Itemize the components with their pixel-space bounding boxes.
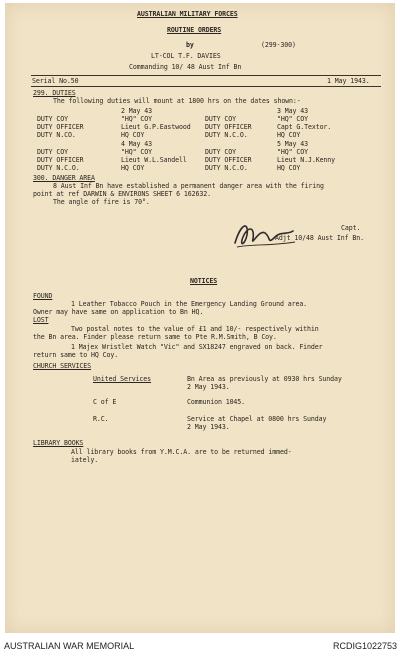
service-name: C of E <box>93 398 117 406</box>
duty-label: DUTY COY <box>37 115 68 123</box>
service-detail: Communion 1045. <box>187 398 246 406</box>
library-line: All library books from Y.M.C.A. are to be returned immed- <box>71 448 292 456</box>
duty-label: DUTY COY <box>205 148 236 156</box>
duty-value: Lieut G.P.Eastwood <box>121 123 191 131</box>
duty-value: HQ COY <box>121 164 145 172</box>
service-detail: Service at Chapel at 0800 hrs Sunday <box>187 415 327 423</box>
duty-label: DUTY OFFICER <box>37 156 84 164</box>
by-text: by <box>186 41 194 49</box>
signature-title: Adjt 10/48 Aust Inf Bn. <box>275 234 365 242</box>
duty-label: DUTY N.C.O. <box>37 164 80 172</box>
found-label: FOUND <box>33 292 53 300</box>
serial-number: Serial No.50 <box>32 77 79 85</box>
service-name: United Services <box>93 375 152 383</box>
serial-top-rule <box>31 75 381 76</box>
danger-line: point at ref DARWIN & ENVIRONS SHEET 6 162632. <box>33 190 212 198</box>
found-line: Owner may have same on application to Bn HQ. <box>33 308 204 316</box>
lost-line: 1 Majex Wristlet Watch "Vic" and SX18247 engraved on back. Finder <box>71 343 323 351</box>
archive-footer <box>0 634 401 654</box>
lost-line: the Bn area. Finder please return same to Pte R.M.Smith, B Coy. <box>33 333 277 341</box>
serial-date: 1 May 1943. <box>327 77 370 85</box>
duties-intro: The following duties will mount at 1800 hrs on the dates shown:- <box>53 97 301 105</box>
commanding-officer: LT-COL T.F. DAVIES <box>151 52 221 60</box>
duty-label: DUTY N.CO. <box>37 131 76 139</box>
service-detail: Bn Area as previously at 0930 hrs Sunday <box>187 375 342 383</box>
service-detail: 2 May 1943. <box>187 423 230 431</box>
order-range: (299-300) <box>261 41 296 49</box>
duty-value: HQ COY <box>277 131 301 139</box>
library-line: iately. <box>71 456 99 464</box>
orders-title: ROUTINE ORDERS <box>167 26 222 34</box>
duty-value: HQ COY <box>121 131 145 139</box>
duty-value: HQ COY <box>277 164 301 172</box>
archive-id: RCDIG1022753 <box>332 641 397 651</box>
danger-line: 8 Aust Inf Bn have established a permanent danger area with the firing <box>53 182 324 190</box>
duty-label: DUTY N.C.O. <box>205 164 248 172</box>
command-line: Commanding 10/ 48 Aust Inf Bn <box>129 63 242 71</box>
duty-value: "HQ" COY <box>121 148 152 156</box>
service-detail: 2 May 1943. <box>187 383 230 391</box>
duty-label: DUTY N.C.O. <box>205 131 248 139</box>
duty-value: Lieut N.J.Kenny <box>277 156 336 164</box>
duty-value: "HQ" COY <box>277 148 308 156</box>
lost-line: return same to HQ Coy. <box>33 351 119 359</box>
duty-date: 4 May 43 <box>121 140 152 148</box>
org-title: AUSTRALIAN MILITARY FORCES <box>137 10 238 18</box>
duty-value: Lieut W.L.Sandell <box>121 156 187 164</box>
duties-heading: 299. DUTIES <box>33 89 76 97</box>
archive-name: AUSTRALIAN WAR MEMORIAL <box>4 641 135 651</box>
duty-label: DUTY COY <box>205 115 236 123</box>
lost-label: LOST <box>33 316 49 324</box>
duty-label: DUTY OFFICER <box>37 123 84 131</box>
duty-date: 5 May 43 <box>277 140 308 148</box>
duty-value: "HQ" COY <box>277 115 308 123</box>
duty-label: DUTY OFFICER <box>205 156 252 164</box>
danger-heading: 300. DANGER AREA <box>33 174 95 182</box>
church-label: CHURCH SERVICES <box>33 362 92 370</box>
notices-heading: NOTICES <box>190 277 218 285</box>
danger-line: The angle of fire is 70°. <box>53 198 150 206</box>
duty-label: DUTY OFFICER <box>205 123 252 131</box>
document-page <box>5 3 395 633</box>
duty-value: Capt G.Textor. <box>277 123 332 131</box>
found-line: 1 Leather Tobacco Pouch in the Emergency Landing Ground area. <box>71 300 308 308</box>
signature-rank: Capt. <box>341 224 361 232</box>
lost-line: Two postal notes to the value of £1 and 10/- respectively within <box>71 325 319 333</box>
service-name: R.C. <box>93 415 109 423</box>
library-label: LIBRARY BOOKS <box>33 439 84 447</box>
duty-label: DUTY COY <box>37 148 68 156</box>
duty-date: 2 May 43 <box>121 107 152 115</box>
duty-value: "HQ" COY <box>121 115 152 123</box>
serial-bottom-rule <box>31 86 381 87</box>
duty-date: 3 May 43 <box>277 107 308 115</box>
